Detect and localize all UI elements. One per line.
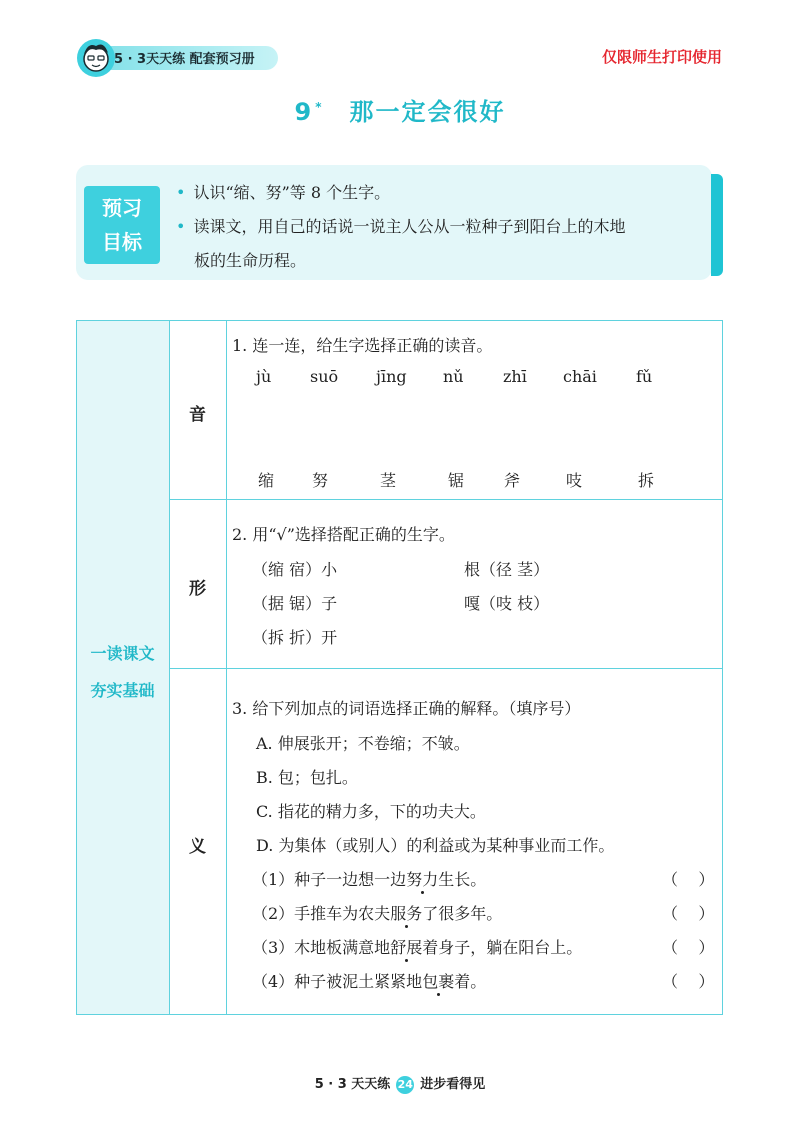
meaning-sentence (252, 867, 486, 890)
character-item[interactable]: 缩 (258, 471, 275, 490)
lesson-title-text: 那一定会很好 (349, 98, 506, 126)
goal-item-2 (176, 214, 625, 237)
bullet-icon: • (176, 217, 186, 236)
lesson-mark: * (315, 100, 324, 114)
emphasized-word: 包裹 (422, 969, 454, 992)
sentence-pre: （2）手推车为农夫 (252, 904, 391, 923)
section-title-line2: 夯实基础 (90, 681, 155, 700)
sentence-pre: （3）木地板满意地 (252, 938, 391, 957)
goal-item-2-text: 读课文，用自己的话说一说主人公从一粒种子到阳台上的木地 (193, 217, 626, 236)
sentence-post: 着。 (454, 972, 487, 991)
form-choice[interactable]: 根（径 茎） (464, 560, 550, 579)
goals-label-line2: 目标 (102, 230, 142, 254)
form-choice[interactable]: （据 锯）子 (252, 594, 338, 613)
pinyin-item[interactable]: chāi (563, 367, 597, 386)
character-item[interactable]: 锯 (448, 471, 465, 490)
lesson-title (0, 92, 800, 127)
goal-item-1 (176, 180, 390, 203)
character-item[interactable]: 努 (312, 471, 329, 490)
emphasized-word: 努力 (406, 867, 438, 890)
form-choice[interactable]: （缩 宿）小 (252, 560, 338, 579)
character-item[interactable]: 拆 (638, 471, 655, 490)
pinyin-item[interactable]: fǔ (636, 367, 653, 386)
question-1: 1. 连一连，给生字选择正确的读音。 (232, 336, 493, 355)
emphasized-word: 舒展 (390, 935, 422, 958)
meaning-sentence (252, 935, 582, 958)
answer-blank[interactable]: （ ） (662, 938, 715, 957)
answer-blank[interactable]: （ ） (662, 972, 715, 991)
meaning-option: D. 为集体（或别人）的利益或为某种事业而工作。 (256, 836, 615, 855)
character-item[interactable]: 茎 (380, 471, 397, 490)
form-choice[interactable]: （拆 折）开 (252, 628, 338, 647)
bullet-icon: • (176, 183, 186, 202)
meaning-option: B. 包；包扎。 (256, 768, 358, 787)
category-form: 形 (189, 579, 206, 599)
footer-left: 5 · 3 天天练 (314, 1077, 391, 1092)
footer (0, 1073, 800, 1094)
meaning-sentence (252, 901, 502, 924)
pinyin-item[interactable]: zhī (503, 367, 527, 386)
answer-blank[interactable]: （ ） (662, 904, 715, 923)
goals-label-line1: 预习 (102, 196, 142, 220)
question-3: 3. 给下列加点的词语选择正确的解释。（填序号） (232, 699, 581, 718)
sentence-post: 生长。 (438, 870, 487, 889)
mascot-icon (76, 38, 116, 78)
sentence-pre: （4）种子被泥土紧紧地 (252, 972, 423, 991)
footer-right: 进步看得见 (420, 1077, 486, 1092)
lesson-number-wrap (295, 98, 324, 126)
pinyin-item[interactable]: nǔ (443, 367, 464, 386)
lesson-number: 9 (294, 98, 314, 126)
page-number: 24 (396, 1076, 414, 1094)
section-title-line1: 一读课文 (90, 644, 155, 663)
sentence-pre: （1）种子一边想一边 (252, 870, 407, 889)
row-divider (170, 499, 722, 500)
row-divider (170, 668, 722, 669)
header-series: 5 · 3天天练 配套预习册 (114, 52, 255, 67)
category-sound: 音 (189, 405, 206, 425)
answer-blank[interactable]: （ ） (662, 870, 715, 889)
character-item[interactable]: 吱 (566, 471, 583, 490)
meaning-option: C. 指花的精力多，下的功夫大。 (256, 802, 486, 821)
sentence-post: 着身子，躺在阳台上。 (422, 938, 583, 957)
goal-item-1-text: 认识“缩、努”等 8 个生字。 (193, 183, 391, 202)
sentence-post: 了很多年。 (422, 904, 503, 923)
character-item[interactable]: 斧 (504, 471, 521, 490)
pinyin-item[interactable]: jīng (376, 367, 407, 386)
meaning-option: A. 伸展张开；不卷缩；不皱。 (256, 734, 470, 753)
meaning-sentence (252, 969, 486, 992)
pinyin-item[interactable]: suō (310, 367, 339, 386)
category-meaning: 义 (189, 837, 206, 857)
print-note: 仅限师生打印使用 (601, 48, 722, 66)
goal-item-2-cont: 板的生命历程。 (194, 251, 307, 270)
form-choice[interactable]: 嘎（吱 枝） (464, 594, 550, 613)
question-2: 2. 用“√”选择搭配正确的生字。 (232, 525, 455, 544)
goals-label (84, 186, 160, 264)
goals-box-edge (711, 174, 723, 276)
emphasized-word: 服务 (390, 901, 422, 924)
pinyin-item[interactable]: jù (256, 367, 272, 386)
section-column (77, 321, 170, 1014)
